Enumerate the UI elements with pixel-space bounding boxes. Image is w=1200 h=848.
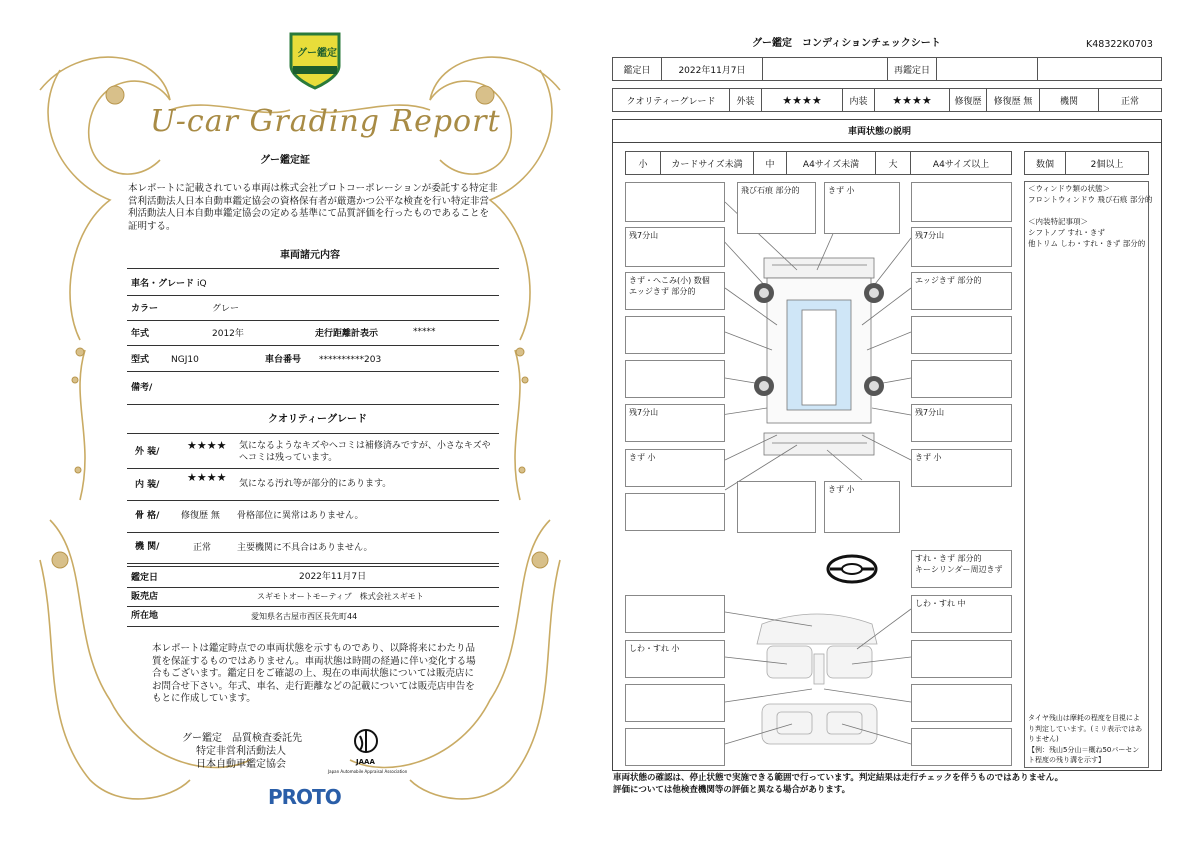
interior-stars: ★★★★ [187,471,227,484]
quality-row-exterior [127,433,499,469]
sheet-title: グー鑑定 コンディションチェックシート [752,38,941,49]
remarks-label: 備考/ [131,383,153,393]
count-value: 2個以上 [1065,151,1149,175]
spec-row-color [127,296,499,321]
ext-right-top-box [911,182,1012,222]
ext-left-tire1-box: 残7分山 [625,227,725,267]
re-date-label-cell: 再鑑定日 [887,57,937,81]
int-right3-box [911,684,1012,722]
footer-line-1: グー鑑定 品質検査委託先 [182,733,302,744]
specs-heading: 車両諸元内容 [280,250,340,261]
count-label: 数個 [1024,151,1066,175]
ext-left-mid1-box [625,316,725,354]
ext-right-mid1-box [911,316,1012,354]
badge-text: グー鑑定 [297,48,337,59]
engine-value: 正常 [193,543,212,553]
year-label: 年式 [131,329,150,339]
ext-left-top-box [625,182,725,222]
legend-small-desc: カードサイズ未満 [660,151,754,175]
mileage-label: 走行距離計表示 [315,329,379,339]
spec-row-year [127,321,499,346]
model-label: 型式 [131,355,150,365]
chassis-label: 車台番号 [265,355,302,365]
exterior-label-cell: 外装 [729,88,762,112]
legend-large: 大 [875,151,911,175]
footer-line-2: 特定非営利活動法人 [196,746,286,757]
frame-comment: 骨格部位に異常はありません。 [237,511,364,521]
interior-label-cell: 内装 [842,88,875,112]
condition-heading: 車両状態の説明 [848,127,912,137]
sheet-code: K48322K0703 [1086,39,1153,50]
int-left1-box [625,595,725,633]
ext-left-mid2-box [625,360,725,398]
date-value: 2022年11月7日 [299,572,367,582]
ext-right-side-box: エッジきず 部分的 [911,272,1012,310]
badge-shield-icon [287,30,343,90]
repair-label-cell: 修復歴 [949,88,987,112]
ext-right-tire1-box: 残7分山 [911,227,1012,267]
exterior-comment: 気になるようなキズやヘコミは補修済みですが、小さなキズやヘコミは残っています。 [239,441,491,463]
interior-label: 内 装/ [135,480,160,490]
jaaa-emblem-icon [351,728,381,754]
int-left3-box [625,684,725,722]
color-label: カラー [131,304,159,314]
certificate-disclaimer: 本レポートは鑑定時点での車両状態を示すものであり、以降将来にわたり品質を保証するものではありません。車両状態は時間の経過に伴い変化する場合もございます。鑑定日をご確認の上、現在の車両状態については販売店にお問合せ下さい。年式、車名、走行距離などの記載については販売店申告をもとに作成しています。 [152,643,476,704]
goo-badge [287,30,343,90]
mileage-value: ***** [413,327,436,337]
spec-row-name [127,268,499,296]
ext-rear-box: きず 小 [824,481,900,533]
exterior-value-cell: ★★★★ [761,88,843,112]
ext-bottom1-box [737,481,816,533]
interior-comment: 気になる汚れ等が部分的にあります。 [239,479,392,489]
sheet-footer-1: 車両状態の確認は、停止状態で実施できる範囲で行っています。判定結果は走行チェックを伴うものではありません。 [613,773,1064,783]
frame-value: 修復歴 無 [181,511,220,521]
spec-row-model [127,346,499,372]
int-right1-box: しわ・すれ 中 [911,595,1012,633]
quality-row-frame [127,501,499,533]
address-label: 所在地 [131,611,159,621]
footer-line-3: 日本自動車鑑定協会 [196,759,286,770]
address-value: 愛知県名古屋市西区長先町44 [251,612,358,621]
info-row-date [127,566,499,588]
ext-right-low-box: きず 小 [911,449,1012,487]
frame-label: 骨 格/ [135,511,160,521]
notes-panel [1024,181,1149,768]
tire-note: タイヤ残山は摩耗の程度を目視により判定しています。(ミリ表示ではありません) 【例：残山5分山＝概ね50パーセント程度の残り溝を示す】 [1028,714,1143,764]
ext-left-tire2-box: 残7分山 [625,404,725,442]
ext-right-mid2-box [911,360,1012,398]
int-left2-box: しわ・すれ 小 [625,640,725,678]
grade-label-cell: クオリティーグレード [612,88,730,112]
re-date-value-cell [936,57,1038,81]
interior-value-cell: ★★★★ [874,88,950,112]
info-row-address [127,607,499,627]
jaaa-subtitle: Japan Automobile Appraisal Association [328,769,408,774]
date-value-cell: 2022年11月7日 [661,57,763,81]
name-value: iQ [197,279,207,289]
date-label-cell: 鑑定日 [612,57,662,81]
repair-value-cell: 修復歴 無 [986,88,1040,112]
dealer-label: 販売店 [131,592,159,602]
chassis-value: **********203 [319,355,382,365]
quality-heading: クオリティーグレード [268,414,367,425]
model-value: NGJ10 [171,355,199,365]
legend-large-desc: A4サイズ以上 [910,151,1012,175]
certificate-intro: 本レポートに記載されている車両は株式会社プロトコーポレーションが委託する特定非営利活動法人日本自動車鑑定協会の資格保有者が厳選かつ公平な検査を行い特定非営利活動法人日本自動車鑑定協会の定める基準にて品質評価を行ったものであることを証明する。 [128,183,498,232]
certificate-subtitle: グー鑑定証 [260,155,310,166]
ext-left-side-box: きず・へこみ(小) 数個 エッジきず 部分的 [625,272,725,310]
int-right2-box [911,640,1012,678]
dealer-value: スギモトオートモーティブ 株式会社スギモト [257,592,424,601]
info-row-dealer [127,588,499,607]
ext-right-tire2-box: 残7分山 [911,404,1012,442]
legend-small: 小 [625,151,661,175]
ext-top1-box: 飛び石痕 部分的 [737,182,816,234]
int-wheel-box: すれ・きず 部分的 キーシリンダー周辺きず [911,550,1012,588]
proto-logo: PROTO [268,785,341,809]
date-blank-cell [762,57,888,81]
jaaa-label: JAAA [356,758,375,766]
year-value: 2012年 [212,329,244,339]
notes-text: ＜ウィンドウ類の状態＞ フロントウィンドウ 飛び石痕 部分的 ＜内装特記事項＞ シフトノブ すれ・きず 他トリム しわ・すれ・きず 部分的 [1028,184,1153,248]
sheet-footer-2: 評価については他検査機関等の評価と異なる場合があります。 [613,785,851,795]
ext-left-low-box: きず 小 [625,449,725,487]
exterior-label: 外 装/ [135,447,160,457]
ext-top2-box: きず 小 [824,182,900,234]
engine-value-cell: 正常 [1098,88,1162,112]
steering-wheel-icon [826,554,878,584]
engine-comment: 主要機関に不具合はありません。 [237,543,373,553]
legend-medium: 中 [753,151,787,175]
color-value: グレー [212,304,240,314]
name-label: 車名・グレード [131,279,195,289]
date-label: 鑑定日 [131,573,159,583]
quality-row-interior [127,469,499,501]
int-left4-box [625,728,725,766]
engine-label-cell: 機関 [1039,88,1099,112]
re-date-blank-cell [1037,57,1162,81]
report-title: U-car Grading Report [150,104,501,139]
jaaa-logo [328,728,408,778]
exterior-stars: ★★★★ [187,439,227,452]
legend-medium-desc: A4サイズ未満 [786,151,876,175]
ext-left-bottom-box [625,493,725,531]
engine-label: 機 関/ [135,542,160,552]
quality-row-engine [127,533,499,564]
int-right4-box [911,728,1012,766]
spec-row-remarks [127,372,499,405]
